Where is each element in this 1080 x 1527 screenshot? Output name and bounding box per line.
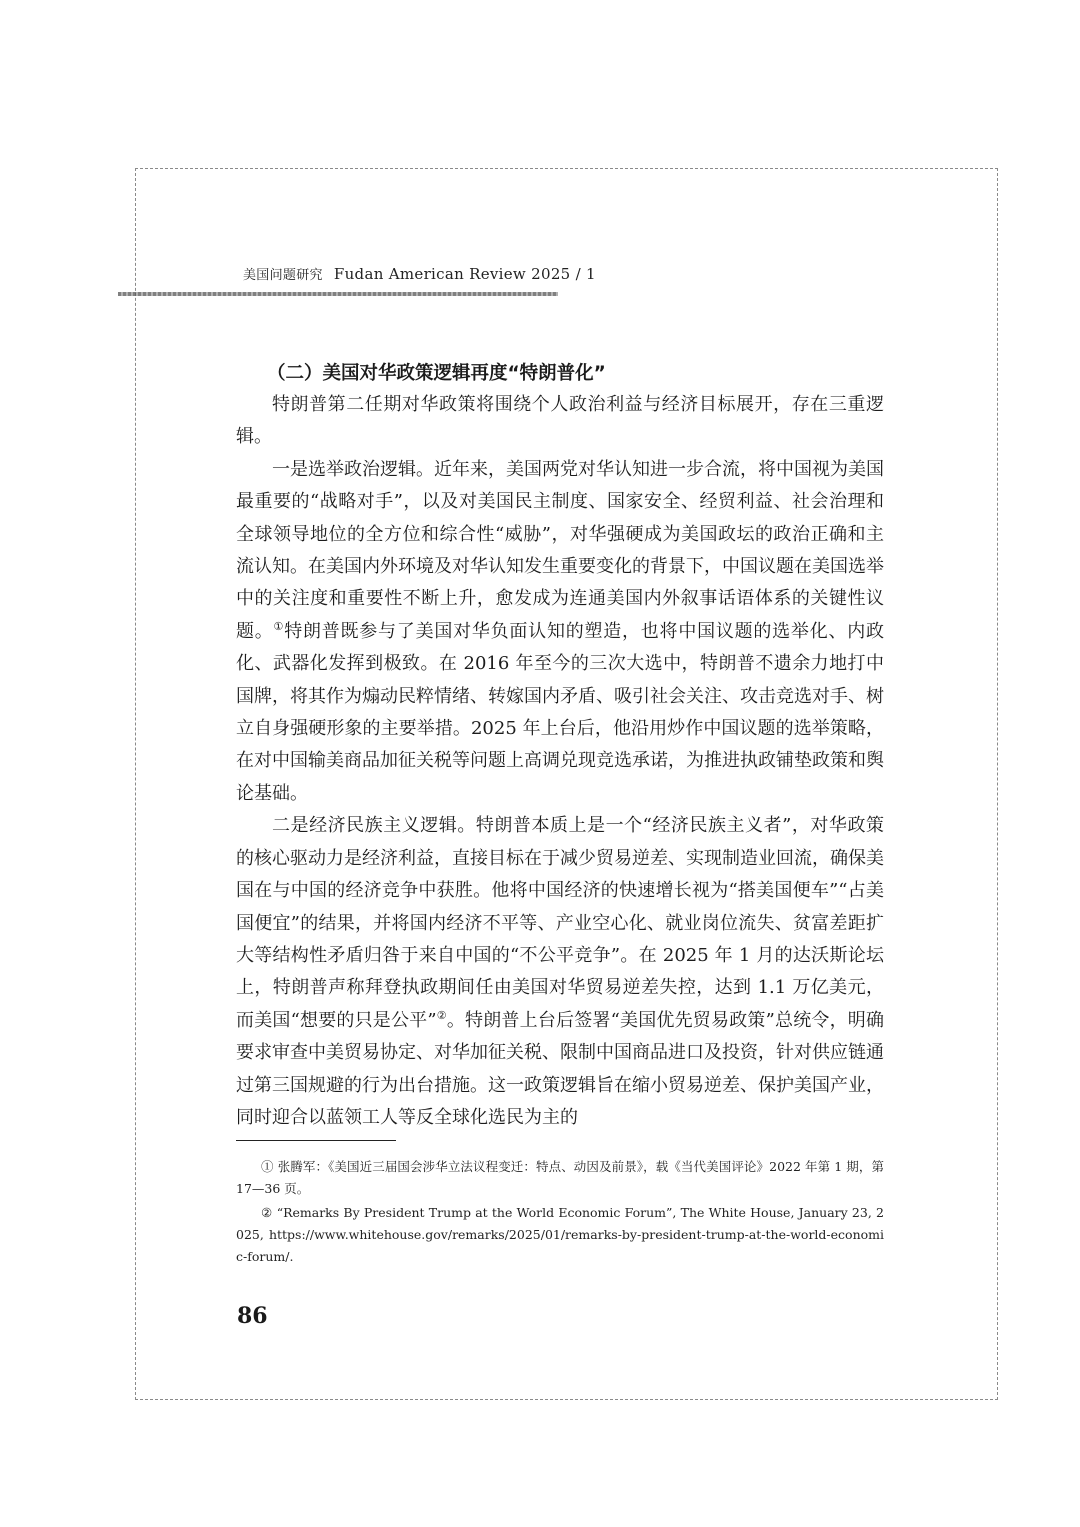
paragraph-2 — [236, 454, 884, 810]
footnote-1 — [236, 1156, 884, 1200]
footnote-separator — [236, 1140, 396, 1141]
footnote-ref-2[interactable]: ② — [436, 1008, 447, 1022]
body-text — [236, 389, 884, 1134]
page-number: 86 — [237, 1303, 268, 1329]
paragraph-1 — [236, 389, 884, 454]
journal-name-en: Fudan American Review 2025 / 1 — [333, 265, 596, 283]
paragraph-text: 一是选举政治逻辑。近年来，美国两党对华认知进一步合流，将中国视为美国最重要的“战略对手”，以及对美国民主制度、国家安全、经贸利益、社会治理和全球领导地位的全方位和综合性“威胁”，对华强硬成为美国政坛的政治正确和主流认知。在美国内外环境及对华认知发生重要变化的背景下，中国议题在美国选举中的关注度和重要性不断上升，愈发成为连通美国内外叙事话语体系的关键性议题。 — [236, 458, 884, 642]
running-head — [243, 264, 596, 283]
footnotes — [236, 1156, 884, 1270]
footnote-mark: ① — [261, 1159, 274, 1174]
footnote-mark: ② — [261, 1205, 273, 1220]
header-rule — [118, 292, 558, 296]
footnote-text: 张腾军：《美国近三届国会涉华立法议程变迁：特点、动因及前景》，载《当代美国评论》2022 年第 1 期，第 17—36 页。 — [236, 1159, 884, 1196]
paragraph-3 — [236, 810, 884, 1134]
paragraph-text: 特朗普第二任期对华政策将围绕个人政治利益与经济目标展开，存在三重逻辑。 — [236, 394, 884, 448]
paragraph-text: 。特朗普上台后签署“美国优先贸易政策”总统令，明确要求审查中美贸易协定、对华加征关税、限制中国商品进口及投资，针对供应链通过第三国规避的行为出台措施。这一政策逻辑旨在缩小贸易逆差、保护美国产业，同时迎合以蓝领工人等反全球化选民为主的 — [236, 1009, 884, 1128]
footnote-2 — [236, 1202, 884, 1268]
journal-name-cn: 美国问题研究 — [243, 268, 323, 283]
paragraph-text: 二是经济民族主义逻辑。特朗普本质上是一个“经济民族主义者”，对华政策的核心驱动力是经济利益，直接目标在于减少贸易逆差、实现制造业回流，确保美国在与中国的经济竞争中获胜。他将中国经济的快速增长视为“搭美国便车”“占美国便宜”的结果，并将国内经济不平等、产业空心化、就业岗位流失、贫富差距扩大等结构性矛盾归咎于来自中国的“不公平竞争”。在 2025 年 1 月的达沃斯论坛上，特朗普声称拜登执政期间任由美国对华贸易逆差失控，达到 1.1 万亿美元，而美国“想要的只是公平” — [236, 815, 884, 1031]
footnote-ref-1[interactable]: ① — [273, 619, 285, 633]
section-title: （二）美国对华政策逻辑再度“特朗普化” — [267, 363, 606, 384]
paragraph-text: 特朗普既参与了美国对华负面认知的塑造，也将中国议题的选举化、内政化、武器化发挥到极致。在 2016 年至今的三次大选中，特朗普不遗余力地打中国牌，将其作为煽动民粹情绪、转嫁国内矛盾、吸引社会关注、攻击竞选对手、树立自身强硬形象的主要举措。2025 年上台后，他沿用炒作中国议题的选举策略，在对中国输美商品加征关税等问题上高调兑现竞选承诺，为推进执政铺垫政策和舆论基础。 — [236, 620, 885, 804]
footnote-text[interactable]: “Remarks By President Trump at the World Economic Forum”, The White House, January 23, 2025, https://www.whitehouse.gov/remarks/2025/01/remarks-by-president-trump-at-the-world-economic-forum/. — [236, 1205, 884, 1264]
